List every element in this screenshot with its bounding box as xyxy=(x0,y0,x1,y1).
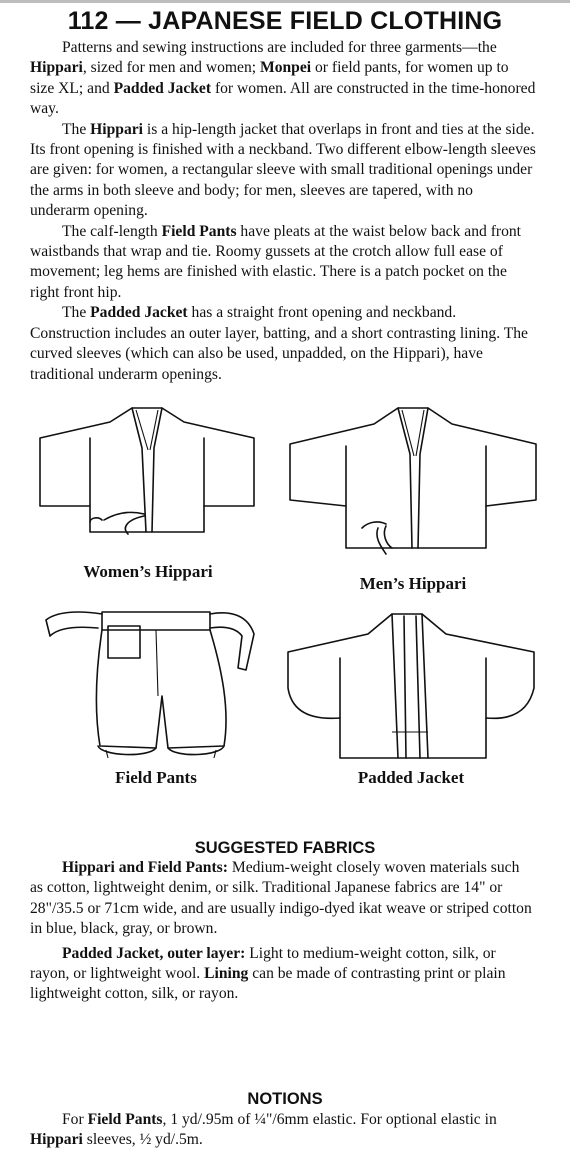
bold-run: Monpei xyxy=(259,59,312,77)
text-run: or field pants, for women up to size XL; and xyxy=(30,59,509,97)
text-run: The calf-length xyxy=(62,222,162,240)
text-run: can be made of contrasting print or plain lightweight cotton, silk, or rayon. xyxy=(30,965,506,1003)
bold-run: Padded Jacket, outer layer: xyxy=(62,944,246,962)
text-run: For xyxy=(62,1111,88,1128)
text-run: , sized for men and women; xyxy=(82,59,260,77)
bold-run: Hippari xyxy=(30,59,83,77)
field-pants-illustration xyxy=(36,600,276,766)
text-run: , 1 yd/.95m of ¼"/6mm elastic. For optional elastic in xyxy=(162,1111,497,1128)
bold-run: Hippari and Field Pants: xyxy=(62,859,228,876)
bold-run: Lining xyxy=(204,965,249,983)
intro-text xyxy=(30,38,536,385)
intro-paragraph-1 xyxy=(30,38,536,120)
text-run: Patterns and sewing instructions are included for three garments—the xyxy=(62,39,497,56)
text-run: Medium-weight closely woven materials such as cotton, lightweight denim, or silk. Traditional Japanese fabrics are 14" or 28"/35.5 or 71cm wide, and are usually indigo-dyed ikat weave or striped cotton in blue, black, gray, or brown. xyxy=(30,859,532,938)
fabrics-text xyxy=(30,858,536,1005)
womens-hippari-caption: Women’s Hippari xyxy=(83,562,213,581)
intro-paragraph-2 xyxy=(30,120,536,222)
mens-hippari-caption: Men’s Hippari xyxy=(359,574,467,593)
text-run: has a straight front opening and neckband. Construction includes an outer layer, batting, and a short contrasting lining. The curved sleeves (which can also be used, unpadded, on the Hippari), have traditional underarm openings. xyxy=(30,304,528,383)
text-run: The xyxy=(62,304,91,322)
padded-jacket-caption: Padded Jacket xyxy=(357,768,465,787)
text-run: is a hip-length jacket that overlaps in front and ties at the side. Its front opening is finished with a neckband. Two different elbow-length sleeves are given: for women, a rectangular sleeve with small traditional openings under the arms in both sleeve and body; for men, sleeves are tapered, with no underarm opening. xyxy=(30,120,536,220)
text-run: The xyxy=(62,120,91,138)
text-run: have pleats at the waist below back and front waistbands that wrap and tie. Roomy gussets at the crotch allow full ease of movement; leg hems are finished with elastic. There is a patch pocket on the right front hip. xyxy=(30,222,522,301)
bold-run: Padded Jacket xyxy=(90,304,188,322)
intro-paragraph-4 xyxy=(30,303,536,385)
bold-run: Field Pants xyxy=(87,1111,163,1128)
fabrics-paragraph-2 xyxy=(30,944,536,1005)
fabrics-paragraph-1 xyxy=(30,858,536,940)
bold-run: Field Pants xyxy=(161,222,237,240)
bold-run: Hippari xyxy=(90,120,144,138)
suggested-fabrics-heading: SUGGESTED FABRICS xyxy=(194,839,376,857)
page-title: 112 — JAPANESE FIELD CLOTHING xyxy=(67,7,503,35)
bold-run: Hippari xyxy=(30,1131,83,1149)
text-run: for women. All are constructed in the time-honored way. xyxy=(30,79,536,118)
notions-text xyxy=(30,1110,536,1151)
field-pants-caption: Field Pants xyxy=(115,768,197,787)
notions-paragraph-1 xyxy=(30,1110,536,1151)
womens-hippari-illustration xyxy=(28,396,268,568)
text-run: Light to medium-weight cotton, silk, or rayon, or lightweight wool. xyxy=(30,944,496,983)
mens-hippari-illustration xyxy=(282,398,544,574)
text-run: sleeves, ½ yd/.5m. xyxy=(82,1131,203,1149)
padded-jacket-illustration xyxy=(280,602,542,768)
intro-paragraph-3 xyxy=(30,222,536,304)
bold-run: Padded Jacket xyxy=(113,79,212,97)
top-rule xyxy=(0,0,570,3)
notions-heading: NOTIONS xyxy=(247,1090,323,1108)
